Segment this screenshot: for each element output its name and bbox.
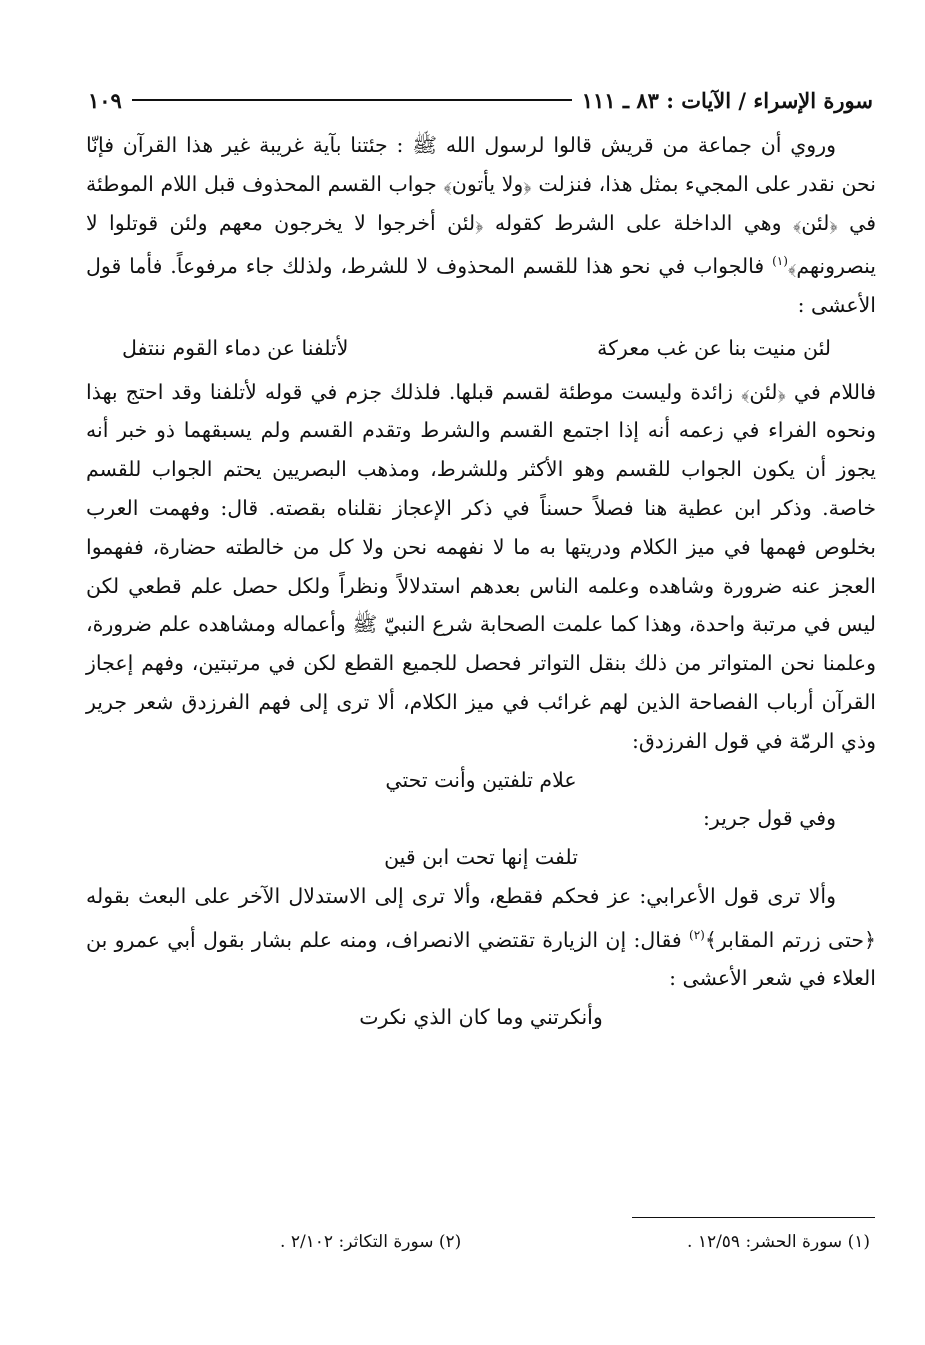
paragraph-1-text: وروي أن جماعة من قريش قالوا لرسول الله ﷺ : جئتنا بآية غريبة غير هذا القرآن فإنّا نحن نقدر على المجيء بمثل هذا، فنزلت ﴿ولا يأتون﴾ جواب القسم المحذوف قبل اللام الموطئة في ﴿لئن﴾ وهي الداخلة على الشرط كقوله ﴿لئن أخرجوا لا يخرجون معهم ولئن قوتلوا لا ينصرونهم﴾ — [86, 133, 876, 279]
footnotes — [280, 1232, 870, 1252]
verse-1 — [86, 329, 876, 368]
paragraph-1-tail: فالجواب في نحو هذا للقسم المحذوف لا للشرط، ولذلك جاء مرفوعاً. فأما قول الأعشى : — [86, 254, 876, 318]
paragraph-1 — [86, 126, 876, 325]
header-rule — [132, 99, 572, 101]
quoted-line-1: علام تلفتين وأنت تحتي — [385, 767, 577, 792]
page-number: ١٠٩ — [88, 87, 122, 113]
page-header — [88, 80, 873, 120]
paragraph-2: فاللام في ﴿لئن﴾ زائدة وليست موطئة لقسم قبلها. فلذلك جزم في قوله لأتلفنا وقد احتج بهذا ونحوه الفراء في زعمه أنه إذا اجتمع القسم والشرط وتقدم القسم ولم يسبقهما ذو خبر أنه يجوز أن يكون الجواب للقسم وهو الأكثر وللشرط، ومذهب البصريين يحتم الجواب للقسم خاصة. وذكر ابن عطية هنا فصلاً حسناً في ذكر الإعجاز نقلناه بقصته. قال: وفهمت العرب بخلوص فهمها في ميز الكلام ودريتها به ما لا نفهمه نحن ولا كل من خالطته حضارة، ففهموا العجز عنه ضرورة وشاهده وعلمه الناس بعدهم استدلالاً ونظراً ولكل حصل علم قطعي لكن ليس في مرتبة واحدة، وهذا كما علمت الصحابة شرع النبيّ ﷺ وأعماله ومشاهده علم ضرورة، وعلمنا نحن المتواتر من ذلك بنقل التواتر فحصل للجميع القطع لكن في مرتبتين، وفهم إعجاز القرآن أرباب الفصاحة الذين لهم غرائب في ميز الكلام، ألا ترى إلى فهم الفرزدق شعر جرير وذي الرمّة في قول الفرزدق: — [86, 379, 876, 753]
quoted-line-2: تلفت إنها تحت ابن قين — [384, 845, 578, 870]
main-text — [86, 126, 876, 1037]
footnote-1: (١) سورة الحشر: ١٢/٥٩ . — [687, 1232, 870, 1252]
running-title: سورة الإسراء / الآيات : ٨٣ ـ ١١١ — [581, 87, 873, 113]
footnote-2: (٢) سورة التكاثر: ٢/١٠٢ . — [280, 1232, 462, 1252]
paragraph-4-text: وألا ترى قول الأعرابي: عز فحكم فقطع، وألا ترى إلى الاستدلال الآخر على البعث بقوله ﴿حتى زرتم المقابر﴾ — [86, 883, 877, 952]
footnote-ref-1: (١) — [772, 254, 788, 269]
paragraph-4 — [86, 877, 876, 998]
paragraph-3: وفي قول جرير: — [702, 806, 836, 831]
verse-1-second-hemistich: لأتلفنا عن دماء القوم ننتفل — [122, 335, 349, 360]
footnote-ref-2: (٢) — [689, 927, 705, 942]
quoted-line-3: وأنكرتني وما كان الذي نكرت — [359, 1005, 603, 1030]
footnote-rule — [632, 1217, 875, 1218]
paragraph-4-tail: فقال: إن الزيارة تقتضي الانصراف، ومنه علم بشار بقول أبي عمرو بن العلاء في شعر الأعشى : — [86, 927, 876, 991]
verse-1-first-hemistich: لئن منيت بنا عن غب معركة — [597, 335, 831, 360]
